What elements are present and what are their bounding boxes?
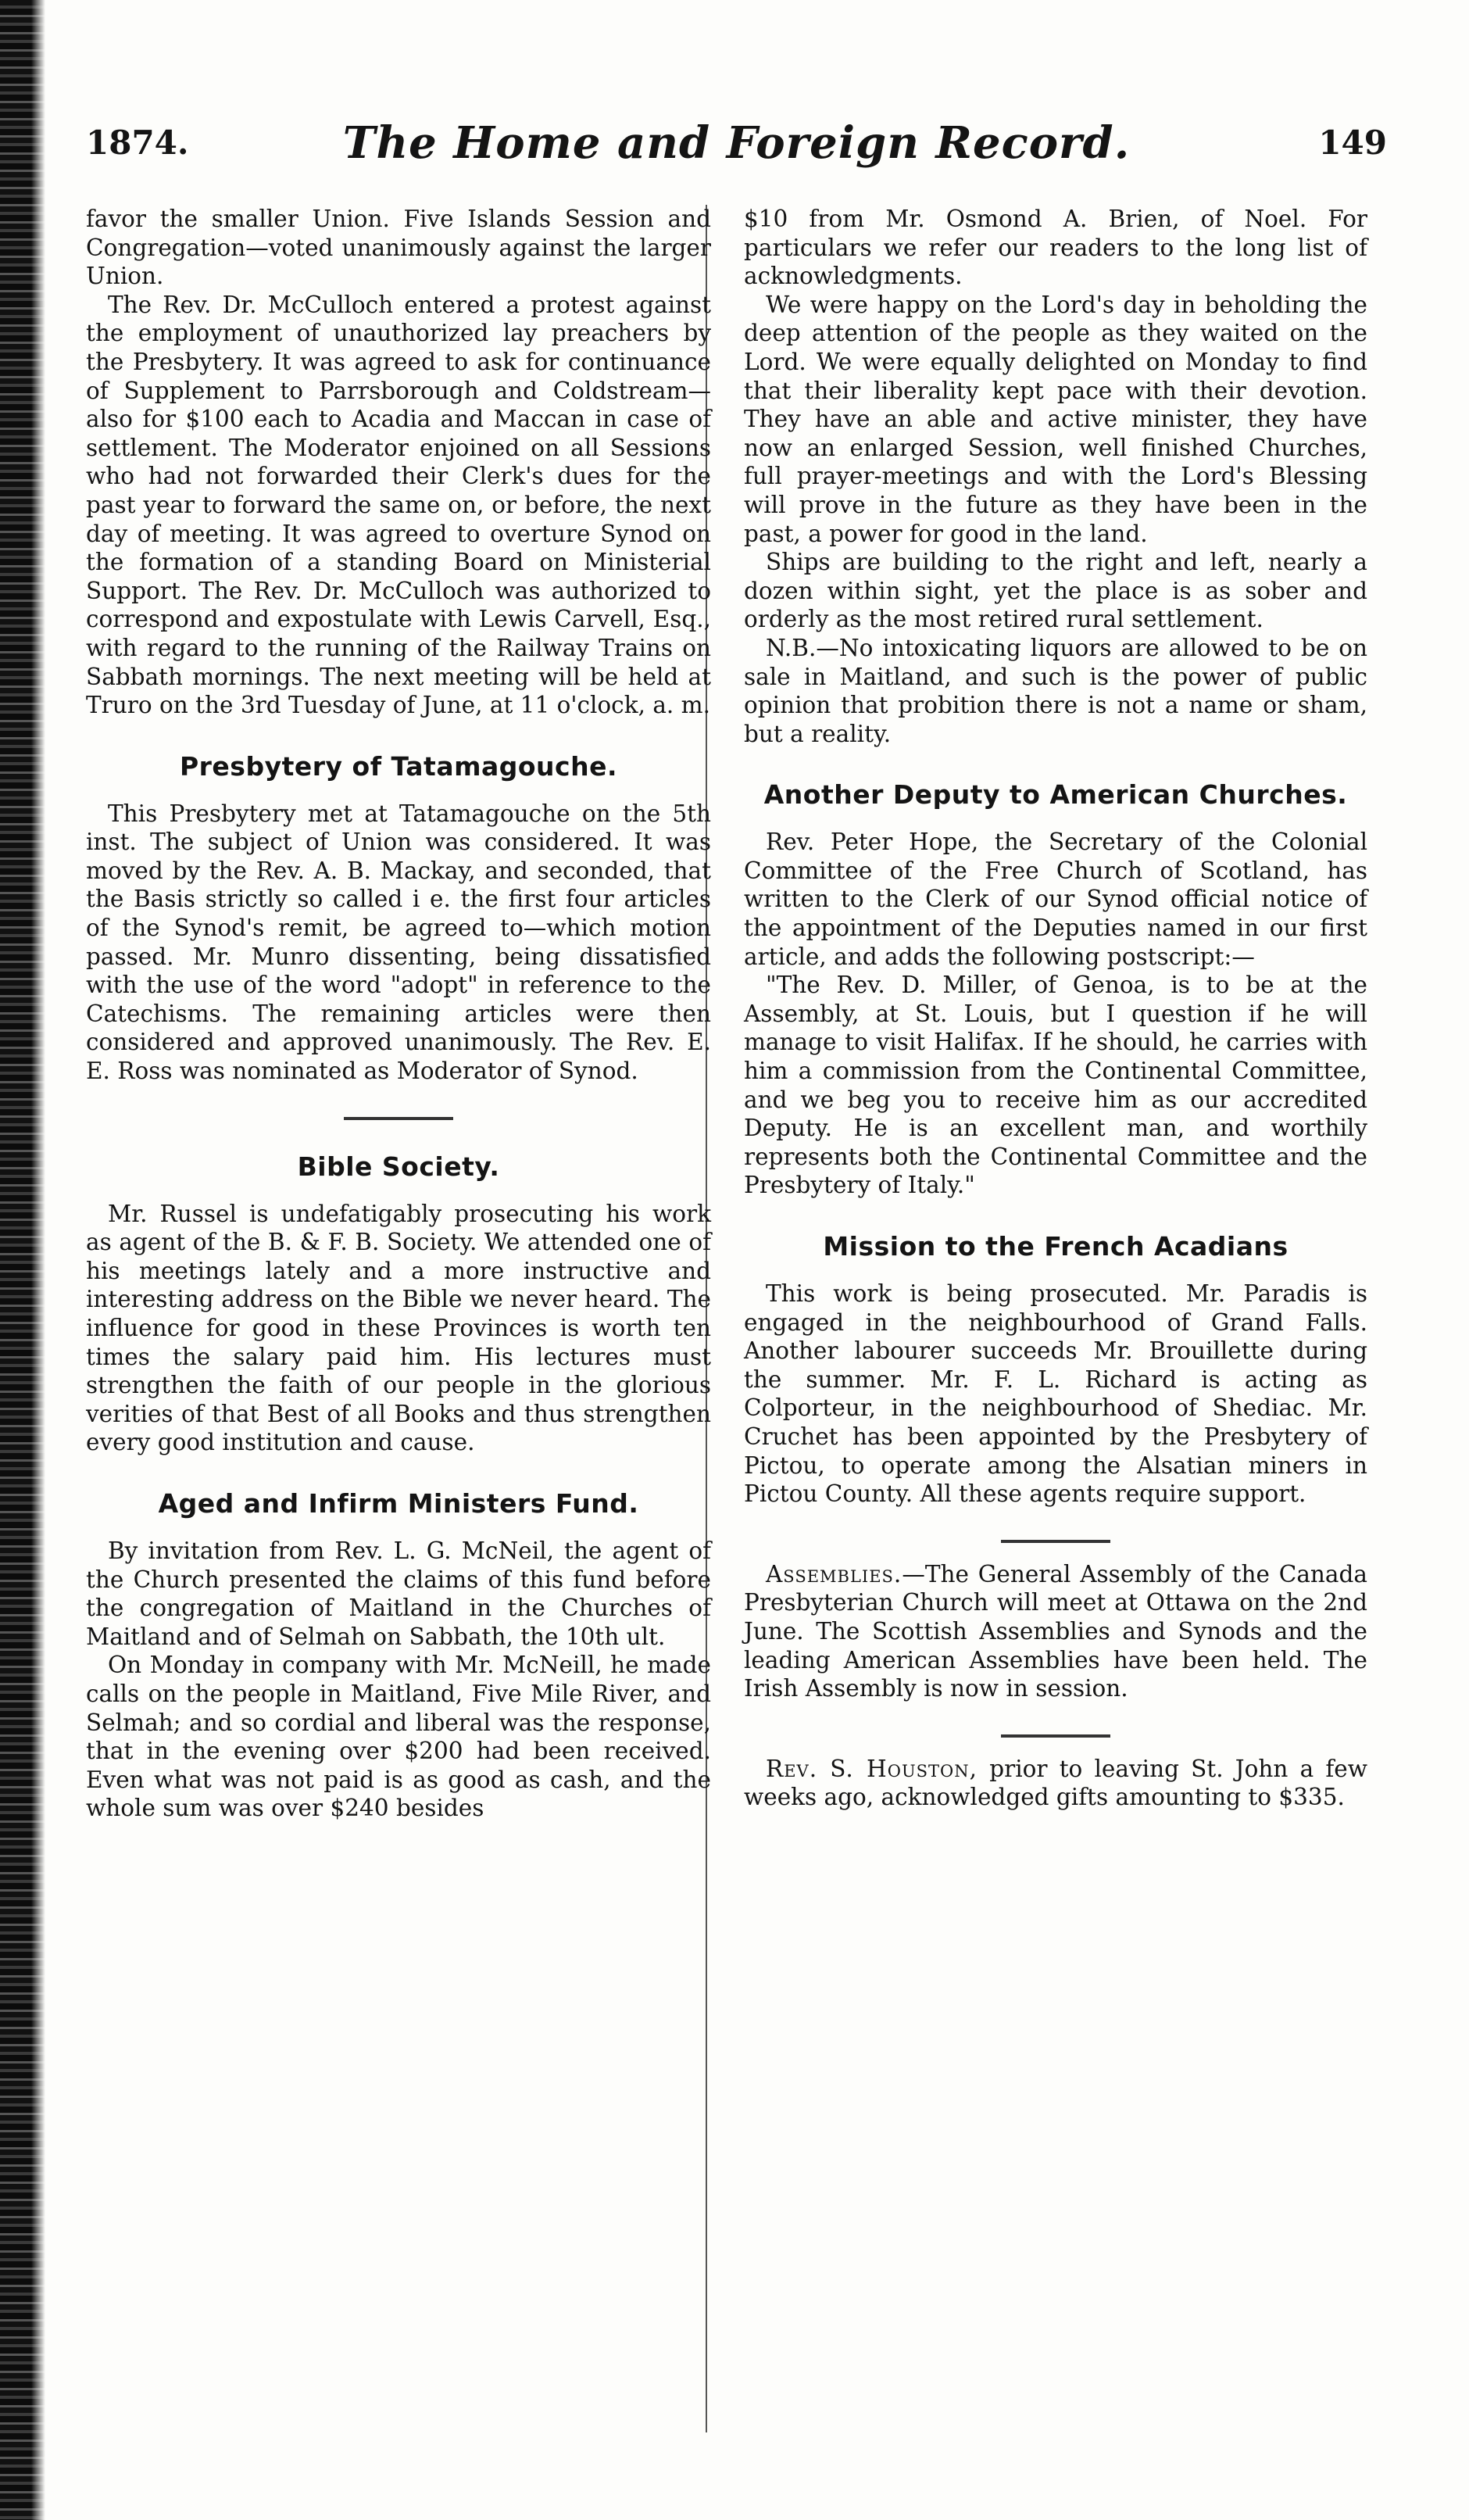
page-binding-edge: [0, 0, 45, 2520]
paragraph-bible-society: Mr. Russel is undefatigably prosecuting his work as agent of the B. & F. B. Society. We attended one of his meetings lately and a more instructive and interesting address on the Bible we never heard. The influence for good in these Provinces is worth ten times the salary paid him. His lectures must strengthen the faith of our people in the glorious verities of that Best of all Books and thus strengthen every good institution and cause.: [86, 1200, 711, 1456]
header-page-number: 149: [1318, 123, 1387, 162]
paragraph-nota-bene: N.B.—No intoxicating liquors are allowed to be on sale in Maitland, and such is the power of public opinion that probition there is not a name or sham, but a reality.: [744, 634, 1367, 747]
left-column: [86, 205, 711, 1823]
heading-french-acadians: Mission to the French Acadians: [823, 1231, 1289, 1262]
right-column: [744, 205, 1367, 1812]
assemblies-text: —The General Assembly of the Canada Presbyterian Church will meet at Ottawa on the 2nd June. The Scottish Assemblies and Synods and the leading American Assemblies have been held. The Irish Assembly is now in session.: [744, 1560, 1367, 1702]
houston-text: prior to leaving St. John a few weeks ago, acknowledged gifts amounting to $335.: [744, 1755, 1367, 1811]
paragraph-lords-day: We were happy on the Lord's day in beholding the deep attention of the people as they waited on the Lord. We were equally delighted on Monday to find that their liberality kept pace with their devotion. They have an able and active minister, they have now an enlarged Session, well finished Churches, full prayer-meetings and with the Lord's Blessing will prove in the future as they have been in the past, a power for good in the land.: [744, 291, 1367, 547]
heading-presbytery-tatamagouche: Presbytery of Tatamagouche.: [179, 750, 618, 782]
paragraph-brien-continuation: $10 from Mr. Osmond A. Brien, of Noel. For particulars we refer our readers to the long list of acknowledgments.: [744, 206, 1367, 290]
paragraph-union-vote: favor the smaller Union. Five Islands Session and Congregation—voted unanimously against the larger Union.: [86, 206, 711, 290]
header-year: 1874.: [86, 123, 189, 162]
running-header: [86, 117, 1387, 180]
assemblies-lead: Assemblies.: [766, 1560, 902, 1588]
paragraph-aged-fund-invitation: By invitation from Rev. L. G. McNeil, the agent of the Church presented the claims of this fund before the congregation of Maitland in the Churches of Maitland and of Selmah on Sabbath, the 10th ult.: [86, 1537, 711, 1650]
paragraph-aged-fund-monday: On Monday in company with Mr. McNeill, he made calls on the people in Maitland, Five Mile River, and Selmah; and so cordial and liberal was the response, that in the evening over $200 had been received. Even what was not paid is as good as cash, and the whole sum was over $240 besides: [86, 1652, 711, 1822]
paragraph-french-mission: This work is being prosecuted. Mr. Paradis is engaged in the neighbourhood of Grand Falls. Another labourer succeeds Mr. Brouillette during the summer. Mr. F. L. Richard is acting as Colporteur, in the neighbourhood of Shediac. Mr. Cruchet has been appointed by the Presbytery of Pictou, to operate among the Alsatian miners in Pictou County. All these agents require support.: [744, 1280, 1367, 1508]
paragraph-peter-hope: Rev. Peter Hope, the Secretary of the Colonial Committee of the Free Church of Scotland, has written to the Clerk of our Synod official notice of the appointment of the Deputies named in our first article, and adds the following postscript:—: [744, 829, 1367, 970]
heading-bible-society: Bible Society.: [297, 1151, 500, 1182]
paragraph-ships: Ships are building to the right and left, nearly a dozen within sight, yet the place is as sober and orderly as the most retired rural settlement.: [744, 549, 1367, 633]
paragraph-houston: [744, 1755, 1367, 1812]
paragraph-assemblies: [744, 1560, 1367, 1703]
heading-aged-infirm-fund: Aged and Infirm Ministers Fund.: [158, 1487, 639, 1519]
paragraph-mcculloch-protest: The Rev. Dr. McCulloch entered a protest against the employment of unauthorized lay preachers by the Presbytery. It was agreed to ask for continuance of Supplement to Parrsborough and Coldstream—also for $100 each to Acadia and Maccan in case of settlement. The Moderator enjoined on all Sessions who had not forwarded their Clerk's dues for the past year to forward the same on, or before, the next day of meeting. It was agreed to overture Synod on the formation of a standing Board on Ministerial Support. The Rev. Dr. McCulloch was authorized to correspond and expostulate with Lewis Carvell, Esq., with regard to the running of the Railway Trains on Sabbath mornings. The next meeting will be held at Truro on the 3rd Tuesday of June, at 11 o'clock, a. m.: [86, 291, 711, 719]
header-title: The Home and Foreign Record.: [342, 117, 1131, 169]
paragraph-tatamagouche: This Presbytery met at Tatamagouche on the 5th inst. The subject of Union was considered. It was moved by the Rev. A. B. Mackay, and seconded, that the Basis strictly so called i e. the first four articles of the Synod's remit, be agreed to—which motion passed. Mr. Munro dissenting, being dissatisfied with the use of the word "adopt" in reference to the Catechisms. The remaining articles were then considered and approved unanimously. The Rev. E. E. Ross was nominated as Moderator of Synod.: [86, 800, 711, 1085]
houston-lead: Rev. S. Houston,: [766, 1755, 978, 1782]
paragraph-postscript-quote: "The Rev. D. Miller, of Genoa, is to be at the Assembly, at St. Louis, but I question if he will manage to visit Halifax. If he should, he carries with him a commission from the Continental Committee, and we beg you to receive him as our accredited Deputy. He is an excellent man, and worthily represents both the Continental Committee and the Presbytery of Italy.": [744, 972, 1367, 1199]
heading-another-deputy: Another Deputy to American Churches.: [763, 779, 1348, 811]
